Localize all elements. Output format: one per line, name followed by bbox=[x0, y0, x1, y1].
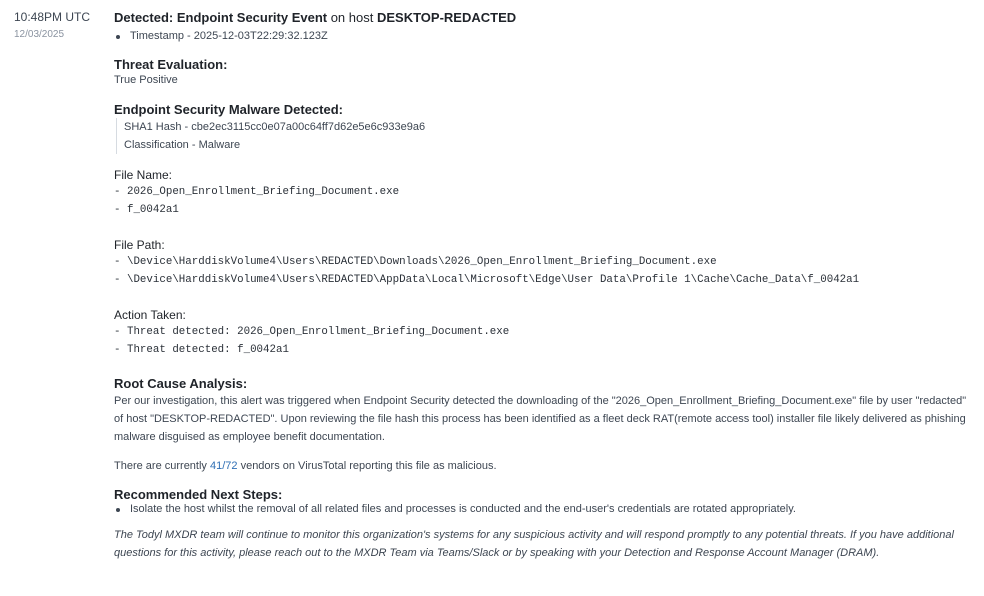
message-date: 12/03/2025 bbox=[14, 29, 65, 40]
threat-evaluation-heading: Threat Evaluation: bbox=[114, 57, 228, 72]
classification: Classification - Malware bbox=[124, 139, 241, 151]
file-path-item: - \Device\HarddiskVolume4\Users\REDACTED\Downloads\2026_Open_Enrollment_Briefing_Document.exe bbox=[114, 256, 717, 268]
file-name-label: File Name: bbox=[114, 168, 173, 182]
message-timestamp bbox=[14, 10, 90, 40]
file-name-item: - f_0042a1 bbox=[114, 204, 179, 216]
virustotal-line bbox=[114, 457, 974, 475]
event-title-mid: on host bbox=[327, 10, 377, 25]
next-steps-bullet: Isolate the host whilst the removal of all related files and processes is conducted and the end-user's credentials are rotated appropriately. bbox=[114, 503, 974, 515]
virustotal-score-link[interactable]: 41/72 bbox=[209, 460, 238, 472]
action-taken-item: - Threat detected: f_0042a1 bbox=[114, 344, 289, 356]
file-name-item: - 2026_Open_Enrollment_Briefing_Document.exe bbox=[114, 186, 400, 198]
action-taken-list bbox=[114, 323, 974, 359]
root-cause-heading: Root Cause Analysis: bbox=[114, 376, 248, 391]
sha1-hash: SHA1 Hash - cbe2ec3115cc0e07a00c64ff7d62e5e6c933e9a6 bbox=[124, 121, 426, 133]
file-path-item: - \Device\HarddiskVolume4\Users\REDACTED\AppData\Local\Microsoft\Edge\User Data\Profile 1\Cache\Cache_Data\f_0042a1 bbox=[114, 274, 860, 286]
action-taken-item: - Threat detected: 2026_Open_Enrollment_Briefing_Document.exe bbox=[114, 326, 510, 338]
event-timestamp-bullet: Timestamp - 2025-12-03T22:29:32.123Z bbox=[114, 30, 974, 42]
event-host: DESKTOP-REDACTED bbox=[376, 10, 517, 25]
file-path-list bbox=[114, 253, 974, 289]
event-title bbox=[114, 10, 974, 28]
action-taken-label: Action Taken: bbox=[114, 308, 186, 322]
virustotal-suffix: vendors on VirusTotal reporting this file as malicious. bbox=[237, 460, 497, 472]
message-time: 10:48PM UTC bbox=[14, 10, 91, 24]
footer-note: The Todyl MXDR team will continue to monitor this organization's systems for any suspicious activity and will respond promptly to any potential threats. If you have additional questions for this activity, please reach out to the MXDR Team via Teams/Slack or by speaking with your Detection and Response Account Manager (DRAM). bbox=[114, 529, 954, 559]
file-path-label: File Path: bbox=[114, 238, 165, 252]
event-title-bold: Detected: Endpoint Security Event bbox=[114, 10, 328, 25]
threat-evaluation-value: True Positive bbox=[114, 74, 178, 86]
virustotal-prefix: There are currently bbox=[114, 460, 210, 472]
message-body bbox=[114, 10, 974, 562]
root-cause-paragraph: Per our investigation, this alert was triggered when Endpoint Security detected the downloading of the "2026_Open_Enrollment_Briefing_Document.exe" file by user "redacted" of host "DESKTOP-REDACTED". Upon reviewing the file hash this process has been identified as a fleet deck RAT(remote access tool) installer file likely delivered as phishing malware disguised as employee benefit documentation. bbox=[114, 395, 967, 443]
malware-details bbox=[116, 118, 974, 154]
next-steps-heading: Recommended Next Steps: bbox=[114, 487, 283, 502]
malware-heading: Endpoint Security Malware Detected: bbox=[114, 102, 343, 117]
file-name-list bbox=[114, 183, 974, 219]
